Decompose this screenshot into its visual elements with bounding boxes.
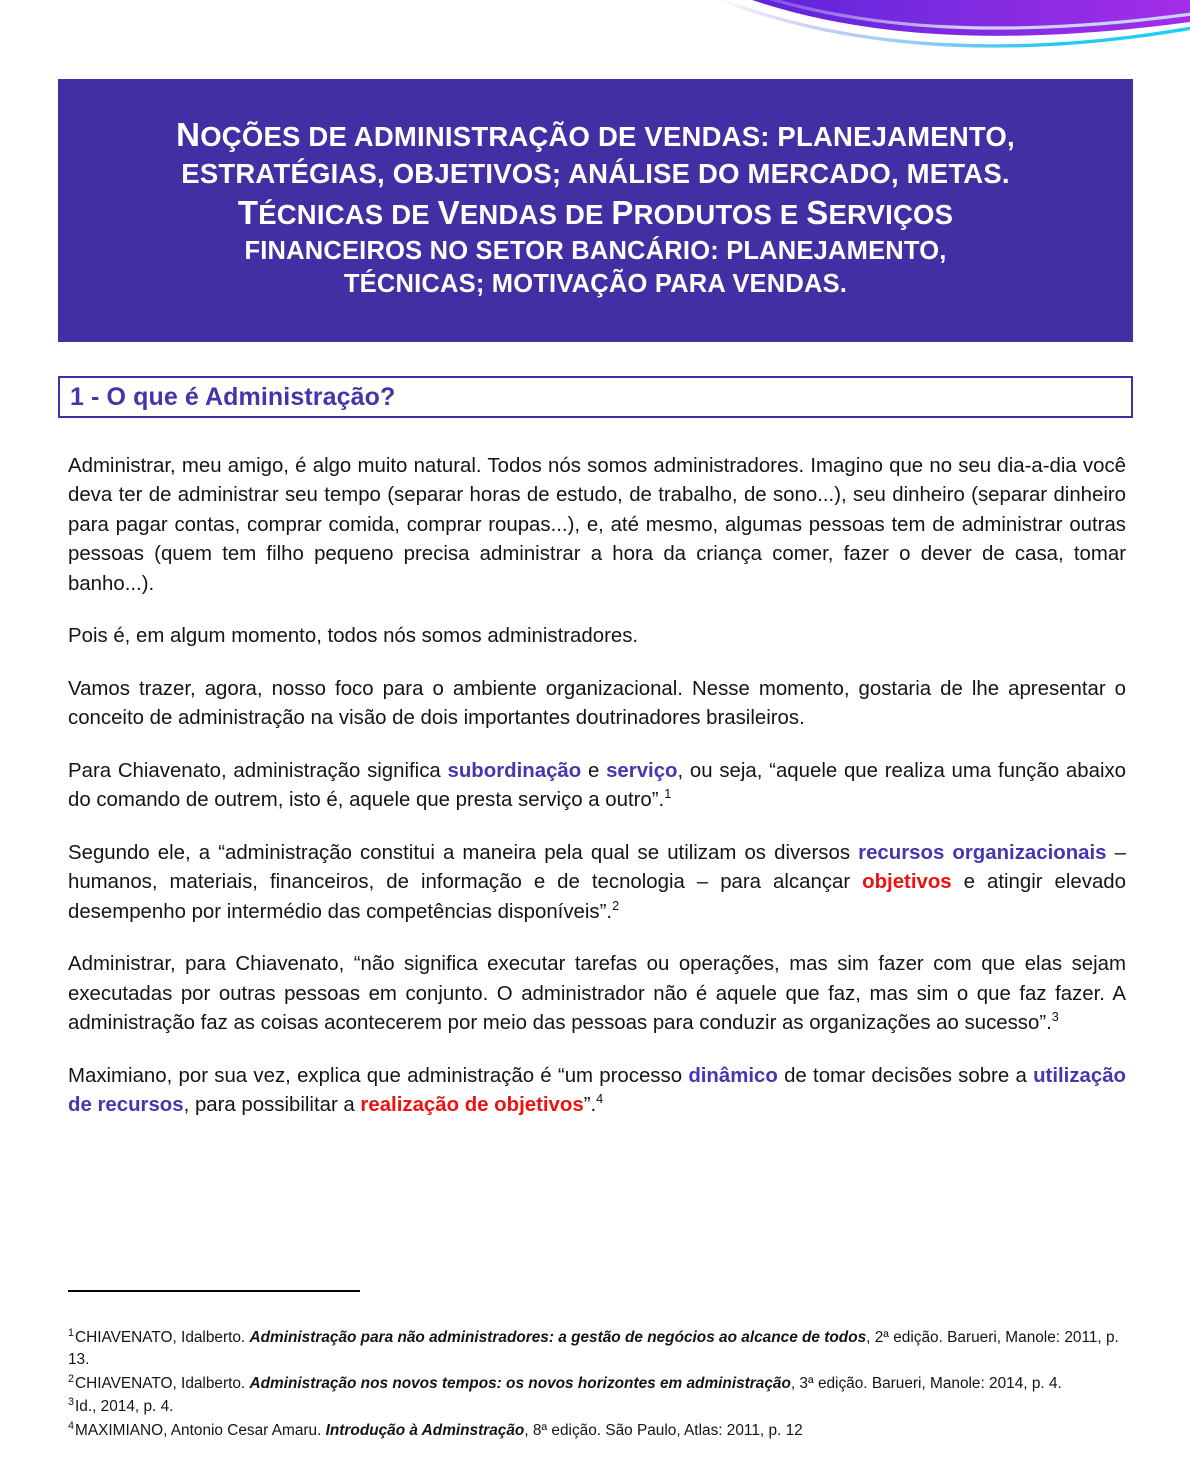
highlight-servico: serviço [606,759,678,782]
section-heading-box [58,376,1133,418]
title-line-5: TÉCNICAS; MOTIVAÇÃO PARA VENDAS. [343,270,848,299]
highlight-recursos-organizacionais: recursos organizacionais [858,841,1107,864]
title-line-4: FINANCEIROS NO SETOR BANCÁRIO: PLANEJAMENTO, [244,237,947,266]
footnote-number: 2 [68,1372,74,1385]
header-decoration [0,0,1190,90]
footnote-number: 1 [68,1326,74,1339]
highlight-subordinacao: subordinação [447,759,582,782]
footnote-item [68,1420,1128,1442]
paragraph-5: Segundo ele, a “administração constitui a maneira pela qual se utilizam os diversos recursos organizacionais – humanos, materiais, financeiros, de informação e de tecnologia – para alcançar objetivos e atingir elevado desempenho por intermédio das competências disponíveis”.$^2$ [68,841,1126,923]
footnote-ref-2: 2 [612,899,620,914]
footnote-number: 3 [68,1396,74,1409]
document-title-banner [58,79,1133,342]
highlight-realizacao-de-objetivos: realização de objetivos [360,1094,584,1117]
paragraph-4: Para Chiavenato, administração significa subordinação e serviço, ou seja, “aquele que realiza uma função abaixo do comando de outrem, isto é, aquele que presta serviço a outro”.$^1$ [68,759,1127,812]
title-line-2: ESTRATÉGIAS, OBJETIVOS; ANÁLISE DO MERCADO, METAS. [181,158,1010,190]
highlight-dinamico: dinâmico [688,1064,778,1087]
footnote-separator [68,1290,360,1292]
footnote-publication-info: , 8ª edição. São Paulo, Atlas: 2011, p. 12 [524,1421,803,1439]
paragraph-1: Administrar, meu amigo, é algo muito natural. Todos nós somos administradores. Imagino que no seu dia-a-dia você deva ter de administrar seu tempo (separar horas de estudo, de trabalho, de sono...), seu dinheiro (separar dinheiro para pagar contas, comprar comida, comprar roupas...), e, até mesmo, algumas pessoas tem de administrar outras pessoas (quem tem filho pequeno precisa administrar a hora da criança comer, fazer o dever de casa, tomar banho...). [68,455,1126,595]
footnote-publication-info: , 2ª edição. Barueri, Manole: 2011, p. 13. [68,1329,1119,1369]
footnote-ref-4: 4 [596,1092,604,1107]
footnote-author: CHIAVENATO, Idalberto. [75,1329,250,1346]
paragraph-3: Vamos trazer, agora, nosso foco para o ambiente organizacional. Nesse momento, gostaria de lhe apresentar o conceito de administração na visão de dois importantes doutrinadores brasileiros. [68,677,1126,730]
footnote-author: CHIAVENATO, Idalberto. [75,1374,250,1392]
swoosh-arc-icon [0,0,1190,90]
highlight-objetivos: objetivos [862,871,952,894]
footnote-author: MAXIMIANO, Antonio Cesar Amaru. [75,1421,326,1439]
paragraph-2: Pois é, em algum momento, todos nós somos administradores. [68,625,639,648]
footnote-item [68,1373,1128,1395]
footnote-number: 4 [68,1419,74,1432]
document-body [68,452,1126,1121]
footnote-publication-info: , 3ª edição. Barueri, Manole: 2014, p. 4. [790,1374,1062,1392]
title-dropcap: N [176,115,201,153]
paragraph-7: Maximiano, por sua vez, explica que administração é “um processo dinâmico de tomar decisões sobre a utilização de recursos, para possibilitar a realização de objetivos”.$^4$ [68,1064,1126,1117]
footnote-item [68,1327,1128,1372]
footnote-work-title: Administração nos novos tempos: os novos horizontes em administração [249,1374,791,1392]
footnote-item [68,1396,1128,1418]
section-heading-text: 1 - O que é Administração? [70,382,396,411]
paragraph-6: Administrar, para Chiavenato, “não significa executar tarefas ou operações, mas sim fazer com que elas sejam executadas por outras pessoas em conjunto. O administrador não é aquele que faz, mas sim o que faz fazer. A administração faz as coisas acontecerem por meio das pessoas para conduzir as organizações ao sucesso”.$^3$ [68,953,1126,1035]
footnote-ref-3: 3 [1051,1010,1059,1025]
title-line-1: NOÇÕES DE ADMINISTRAÇÃO DE VENDAS: PLANEJAMENTO, [176,115,1015,153]
title-line-3: TÉCNICAS DE VENDAS DE PRODUTOS E SERVIÇOS [237,194,954,232]
footnote-work-title: Administração para não administradores: a gestão de negócios ao alcance de todos [249,1329,867,1346]
footnotes-list [68,1327,1128,1443]
highlight-utilizacao-de-recursos: utilização de recursos [68,1064,1126,1117]
footnote-work-title: Introdução à Adminstração [325,1421,525,1439]
footnote-ref-1: 1 [664,787,672,802]
footnote-author: Id., 2014, p. 4. [75,1398,174,1416]
